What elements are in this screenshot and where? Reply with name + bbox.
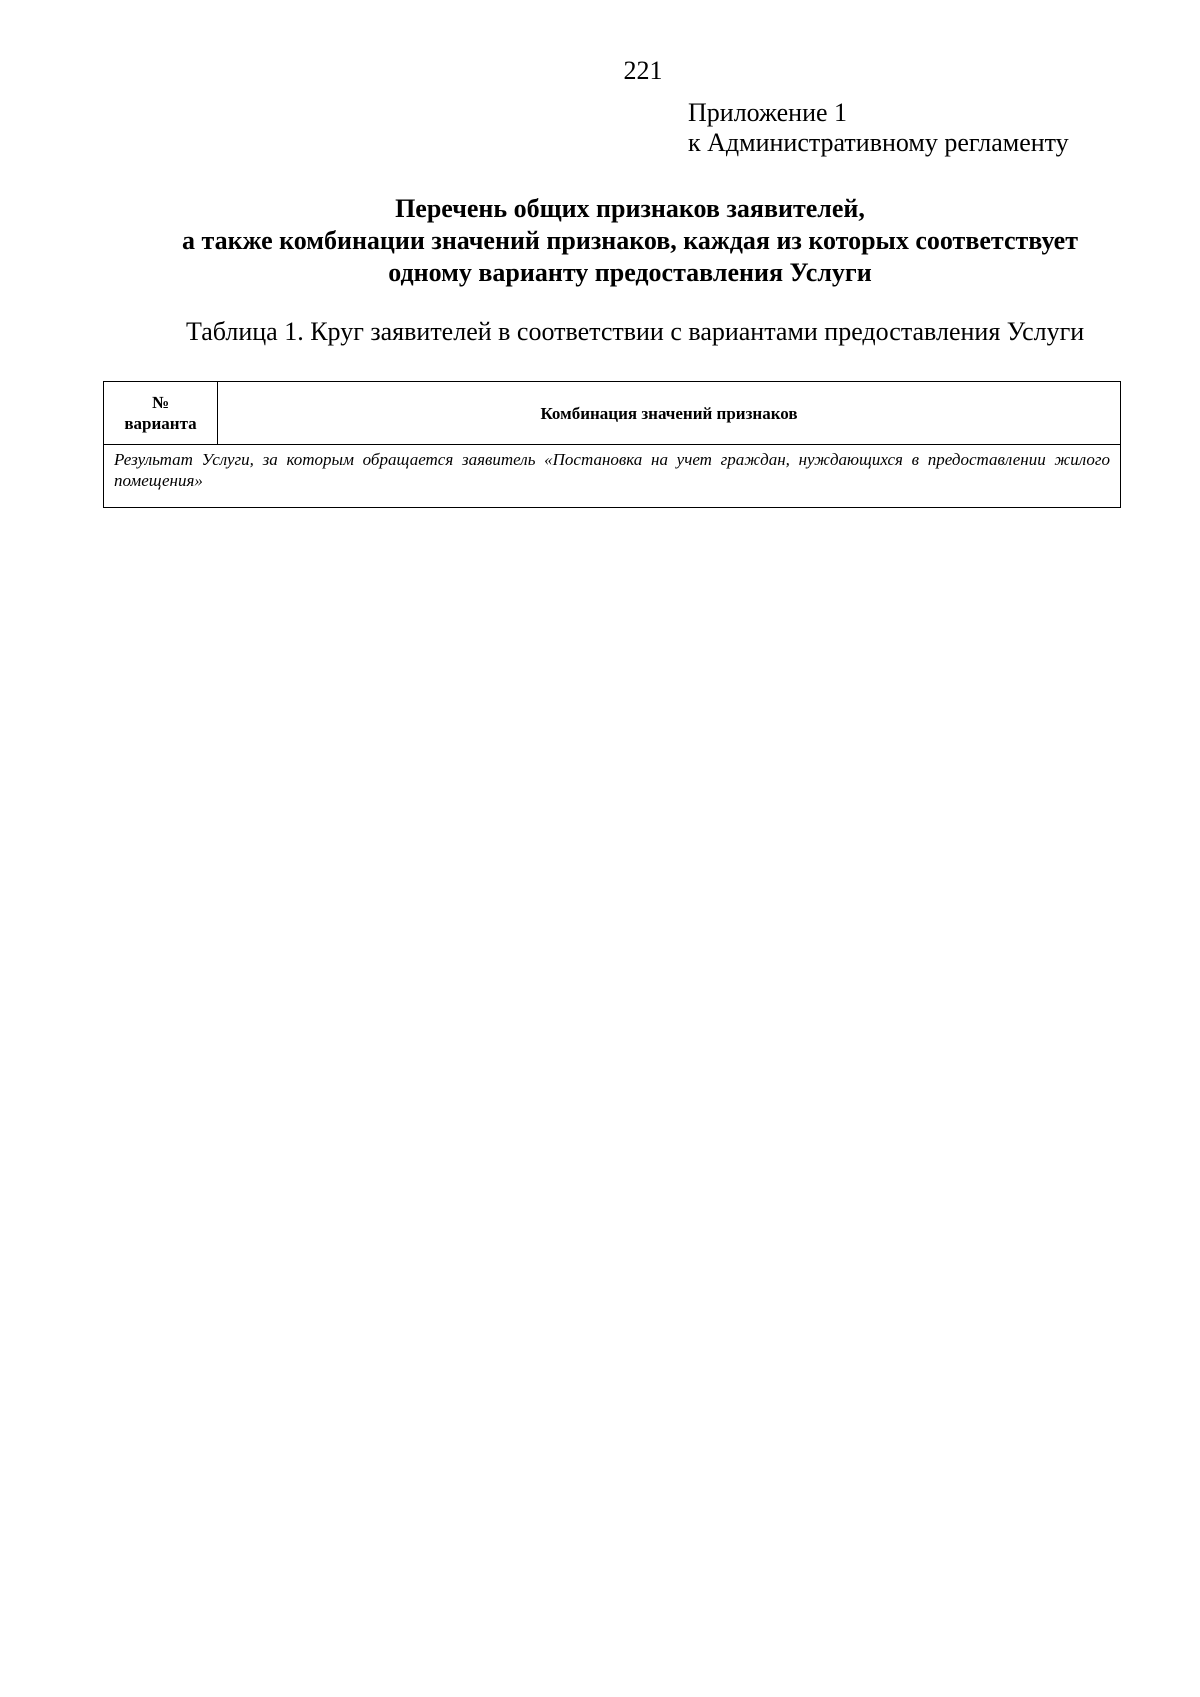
header-variant-label: варианта	[124, 414, 197, 433]
title-line-3: одному варианту предоставления Услуги	[388, 258, 872, 287]
applicants-table	[103, 381, 1121, 508]
document-title	[90, 193, 1170, 289]
result-row-cell: Результат Услуги, за которым обращается заявитель «Постановка на учет граждан, нуждающихся в предоставлении жилого помещения»	[104, 445, 1121, 508]
title-line-2: а также комбинации значений признаков, каждая из которых соответствует	[182, 226, 1078, 255]
header-number-sign: №	[151, 393, 170, 412]
title-line-1: Перечень общих признаков заявителей,	[395, 194, 865, 223]
appendix-subtitle: к Административному регламенту	[688, 128, 1069, 157]
page-number: 221	[623, 56, 663, 85]
header-variant-number	[104, 382, 218, 445]
table-header-row	[104, 382, 1121, 445]
table-row	[104, 445, 1121, 508]
appendix-title: Приложение 1	[688, 98, 848, 127]
table-caption: Таблица 1. Круг заявителей в соответствии с вариантами предоставления Услуги	[186, 317, 1085, 346]
appendix-reference	[688, 98, 1069, 158]
header-combination: Комбинация значений признаков	[218, 382, 1121, 445]
